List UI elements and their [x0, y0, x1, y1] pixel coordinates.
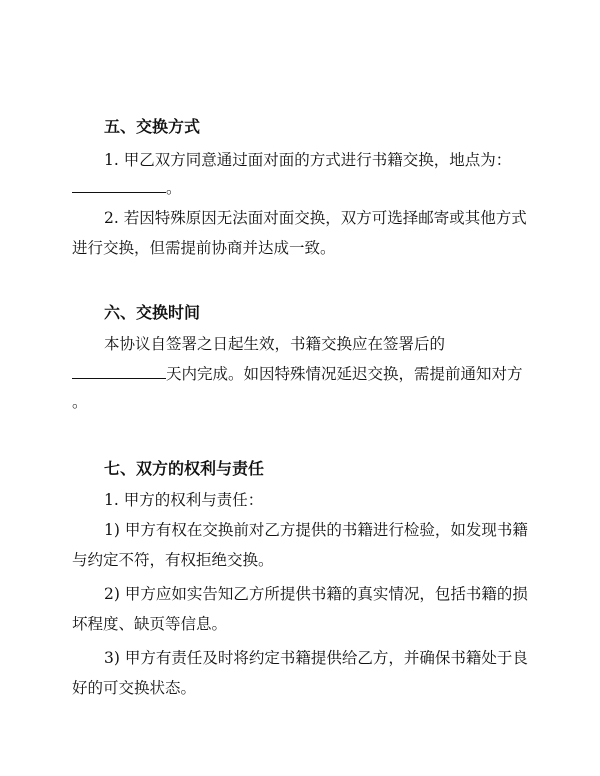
section-6-para-line-1: 本协议自签署之日起生效，书籍交换应在签署后的 [104, 335, 446, 353]
section-7-sub-1-line-1: 1) 甲方有权在交换前对乙方提供的书籍进行检验，如发现书籍 [104, 521, 528, 539]
section-5-item-2-line-1: 2. 若因特殊原因无法面对面交换，双方可选择邮寄或其他方式 [104, 209, 527, 227]
section-7-sub-1-line-2: 与约定不符，有权拒绝交换。 [72, 551, 274, 569]
section-6-heading: 六、交换时间 [104, 303, 201, 322]
section-7-item-1: 1. 甲方的权利与责任： [104, 491, 264, 509]
section-6-para-line-3: 。 [72, 393, 88, 411]
section-6-para-line-2-text: 天内完成。如因特殊情况延迟交换，需提前通知对方 [166, 365, 523, 383]
fill-in-blank-location [72, 178, 166, 193]
fill-in-blank-days [72, 364, 166, 379]
section-6-para-line-2 [72, 362, 523, 384]
blank-suffix: 。 [166, 179, 182, 197]
section-7-sub-2-line-2: 坏程度、缺页等信息。 [72, 615, 228, 633]
section-5-item-1: 1. 甲乙双方同意通过面对面的方式进行书籍交换，地点为： [104, 151, 512, 169]
section-7-sub-3-line-2: 好的可交换状态。 [72, 679, 197, 697]
section-7-heading: 七、双方的权利与责任 [104, 459, 265, 478]
section-7-sub-2-line-1: 2) 甲方应如实告知乙方所提供书籍的真实情况，包括书籍的损 [104, 585, 528, 603]
section-5-heading: 五、交换方式 [104, 117, 201, 136]
section-5-item-2-line-2: 进行交换，但需提前协商并达成一致。 [72, 239, 336, 257]
section-5-item-1-blank-line [72, 176, 182, 198]
section-7-sub-3-line-1: 3) 甲方有责任及时将约定书籍提供给乙方，并确保书籍处于良 [104, 649, 528, 667]
